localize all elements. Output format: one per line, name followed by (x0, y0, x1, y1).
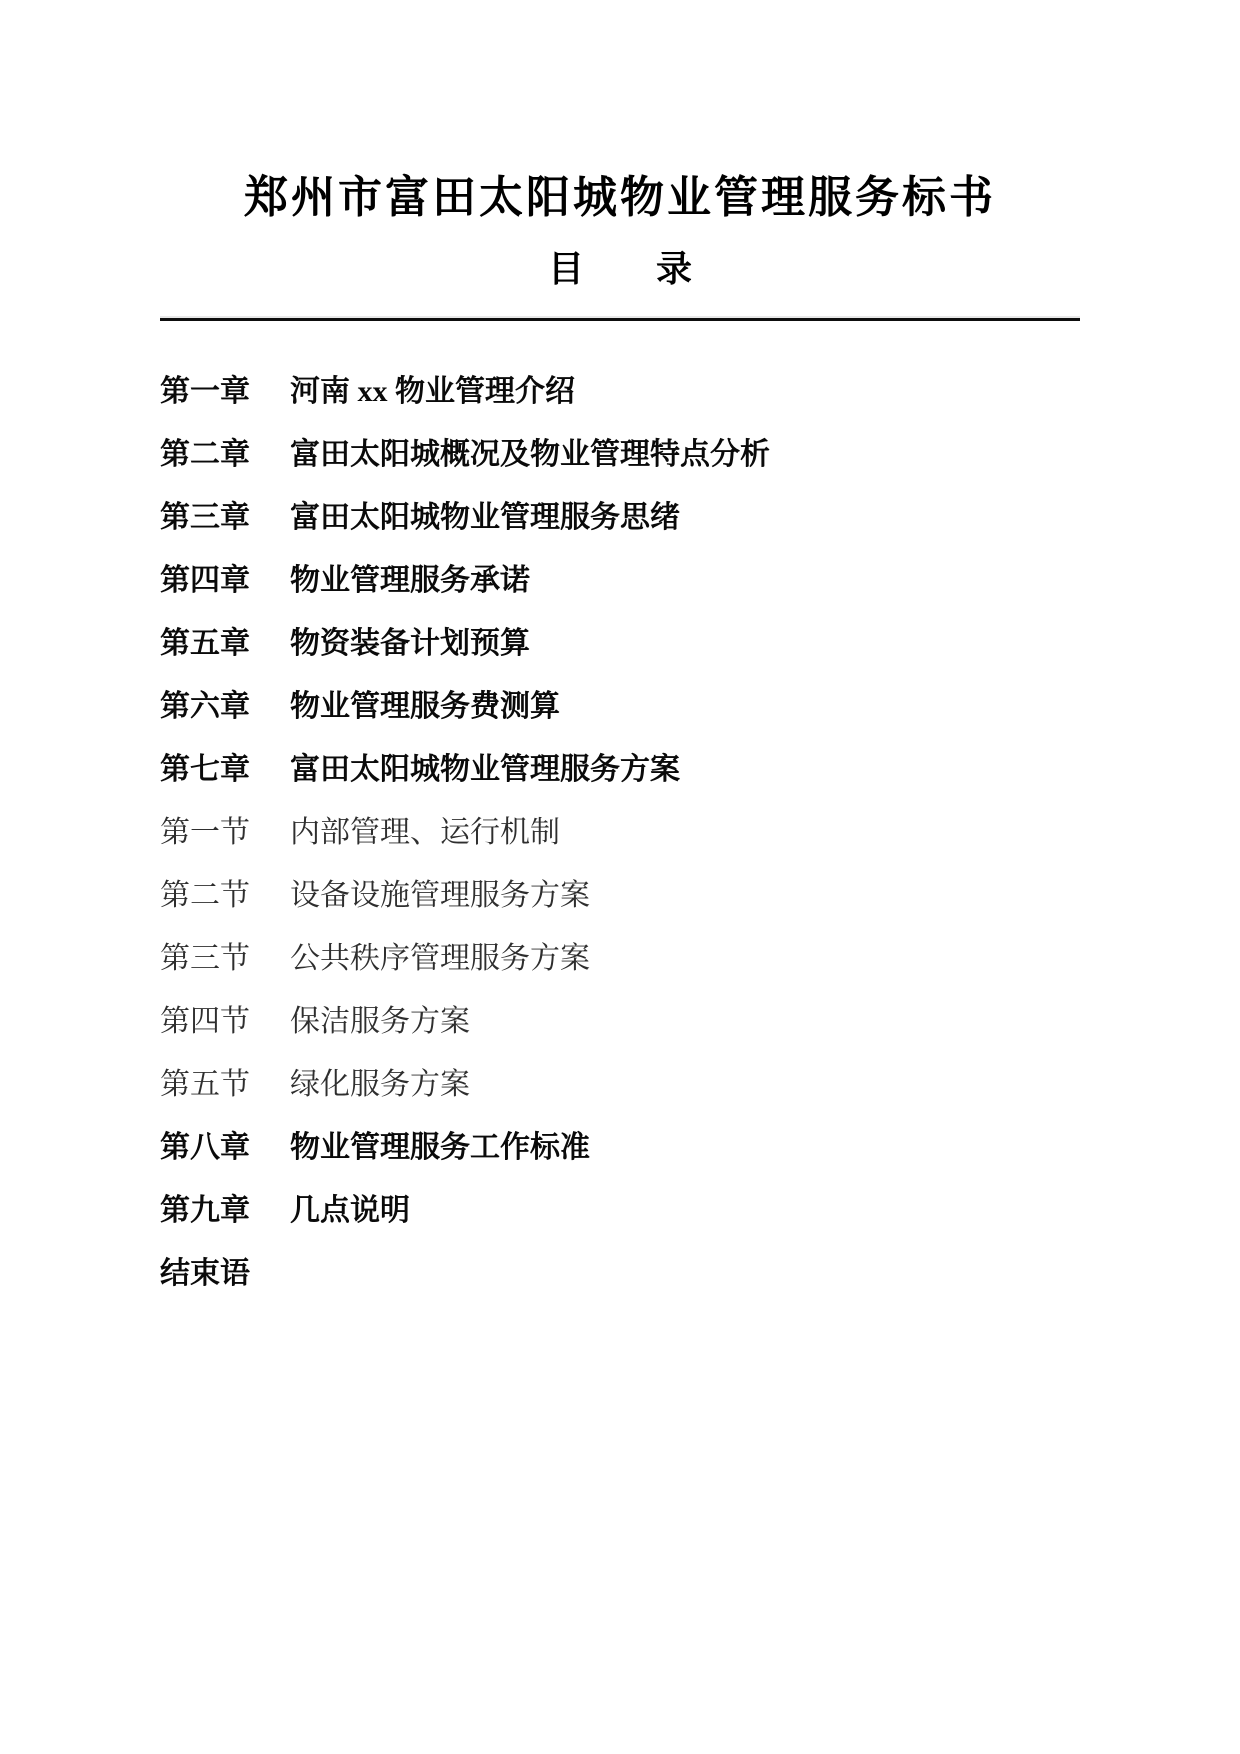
toc-item (160, 482, 1100, 545)
toc-item-number: 第八章 (160, 1130, 250, 1164)
toc-item-title: 几点说明 (290, 1193, 410, 1227)
toc-item-number: 第四章 (160, 563, 250, 597)
toc-item-title: 公共秩序管理服务方案 (290, 941, 590, 975)
toc-item (160, 986, 1100, 1049)
toc-item (160, 1238, 1100, 1301)
toc-item-title: 绿化服务方案 (290, 1067, 470, 1101)
contents-heading: 目 录 (547, 249, 692, 290)
toc-item-title: 设备设施管理服务方案 (290, 878, 590, 912)
toc-item (160, 923, 1100, 986)
toc-item (160, 1049, 1100, 1112)
toc-item-title: 富田太阳城物业管理服务思绪 (290, 500, 680, 534)
toc-item (160, 545, 1100, 608)
toc-item-number: 第二节 (160, 878, 250, 912)
toc-item-number: 第五节 (160, 1067, 250, 1101)
toc-item (160, 1112, 1100, 1175)
toc-list (160, 356, 1100, 1301)
toc-item-title: 富田太阳城概况及物业管理特点分析 (290, 437, 770, 471)
toc-item-number: 第一章 (160, 374, 250, 408)
toc-item-number: 第五章 (160, 626, 250, 660)
toc-item (160, 419, 1100, 482)
toc-item-title: 物业管理服务承诺 (290, 563, 530, 597)
toc-item-number: 第三章 (160, 500, 250, 534)
toc-item-number: 第一节 (160, 815, 250, 849)
toc-item-number: 第三节 (160, 941, 250, 975)
toc-item-title: 富田太阳城物业管理服务方案 (290, 752, 680, 786)
toc-item-title: 河南 xx 物业管理介绍 (290, 374, 575, 408)
toc-item-number: 第九章 (160, 1193, 250, 1227)
toc-item-number: 第六章 (160, 689, 250, 723)
toc-item-number: 结束语 (160, 1256, 250, 1290)
toc-item-title: 物业管理服务工作标准 (290, 1130, 590, 1164)
toc-item-title: 物资装备计划预算 (290, 626, 530, 660)
toc-item (160, 1175, 1100, 1238)
toc-item (160, 860, 1100, 923)
toc-item (160, 797, 1100, 860)
toc-item (160, 671, 1100, 734)
heading-divider-rule (160, 318, 1080, 321)
toc-item-title: 保洁服务方案 (290, 1004, 470, 1038)
toc-item-number: 第七章 (160, 752, 250, 786)
toc-item-number: 第二章 (160, 437, 250, 471)
toc-item (160, 608, 1100, 671)
toc-item-number: 第四节 (160, 1004, 250, 1038)
toc-item (160, 356, 1100, 419)
toc-item-title: 物业管理服务费测算 (290, 689, 560, 723)
document-title: 郑州市富田太阳城物业管理服务标书 (244, 172, 996, 223)
toc-item-title: 内部管理、运行机制 (290, 815, 560, 849)
toc-item (160, 734, 1100, 797)
